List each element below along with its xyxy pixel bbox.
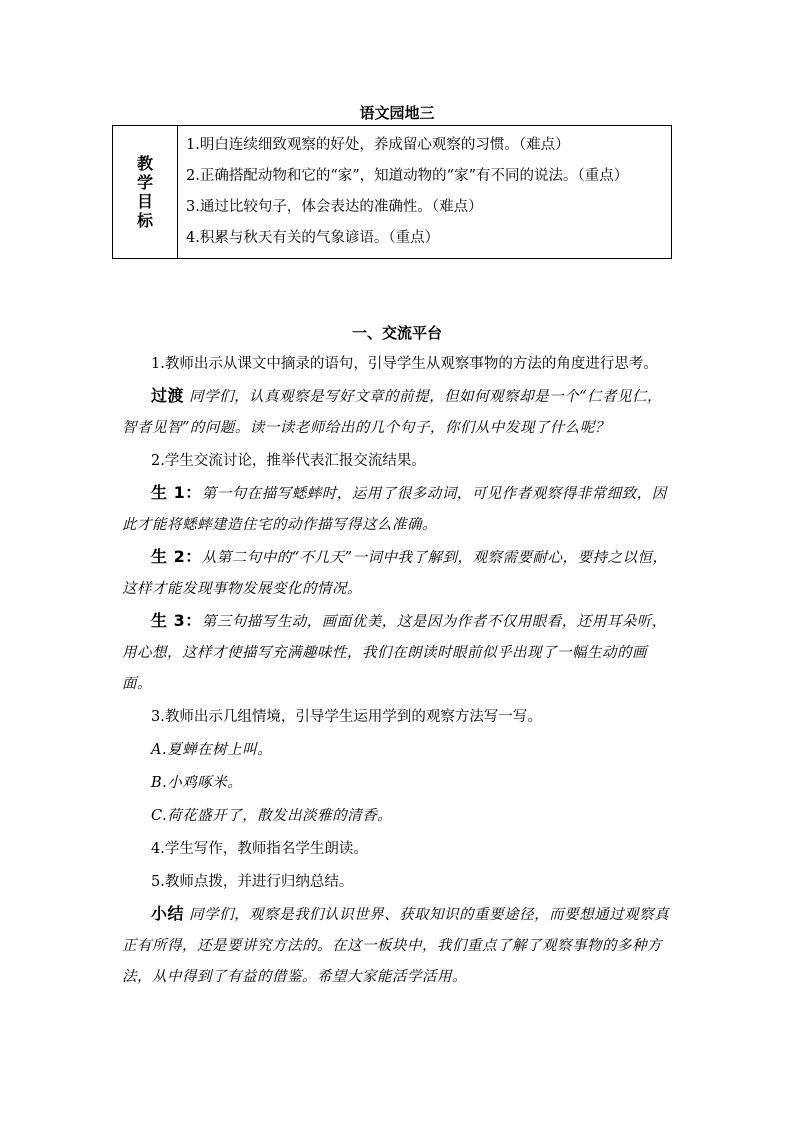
paragraph-text: A.夏蝉在树上叫。 (151, 742, 273, 758)
paragraph (122, 766, 674, 799)
header-char: 教 (136, 154, 153, 173)
paragraph (122, 477, 674, 541)
paragraph-text: 同学们，认真观察是写好文章的前提，但如何观察却是一个“仁者见仁，智者见智”的问题。读一读老师给出的几个句子，你们从中发现了什么呢？ (122, 389, 663, 436)
paragraph-lead: 生 2： (151, 547, 202, 566)
paragraph-lead: 小结 (151, 904, 185, 923)
paragraph-text: C.荷花盛开了，散发出淡雅的清香。 (151, 808, 393, 824)
paragraph (122, 898, 674, 993)
paragraph-text: 第三句描写生动，画面优美，这是因为作者不仅用眼看，还用耳朵听，用心想，这样才使描写充满趣味性，我们在朗读时眼前似乎出现了一幅生动的画面。 (122, 614, 667, 692)
body-text (122, 347, 674, 993)
section-heading: 一、交流平台 (351, 324, 442, 342)
paragraph-text: 4.学生写作，教师指名学生朗读。 (151, 841, 368, 857)
paragraph (122, 733, 674, 766)
paragraph-text: 3.教师出示几组情境，引导学生运用学到的观察方法写一写。 (151, 709, 542, 725)
paragraph (122, 380, 674, 444)
teaching-goals-list (178, 126, 672, 259)
paragraph (122, 444, 674, 477)
paragraph (122, 700, 674, 733)
paragraph-text: 2.学生交流讨论，推举代表汇报交流结果。 (151, 453, 426, 469)
paragraph-text: 5.教师点拨，并进行归纳总结。 (151, 874, 354, 890)
paragraph-text: B.小鸡啄米。 (151, 775, 243, 791)
paragraph-lead: 过渡 (151, 386, 185, 405)
paragraph (122, 541, 674, 605)
paragraph-text: 从第二句中的“不几天”一词中我了解到，观察需要耐心，要持之以恒，这样才能发现事物发展变化的情况。 (122, 550, 668, 597)
paragraph (122, 347, 674, 380)
teaching-goals-header (113, 126, 178, 259)
paragraph-text: 同学们，观察是我们认识世界、获取知识的重要途径，而要想通过观察真正有所得，还是要讲究方法的。在这一板块中，我们重点了解了观察事物的多种方法，从中得到了有益的借鉴。希望大家能活学活用。 (122, 907, 670, 985)
header-char: 标 (136, 211, 153, 230)
paragraph-lead: 生 3： (151, 611, 202, 630)
goal-item: 1.明白连续细致观察的好处，养成留心观察的习惯。（难点） (186, 137, 570, 153)
paragraph (122, 865, 674, 898)
paragraph (122, 832, 674, 865)
document-title: 语文园地三 (359, 104, 435, 122)
goal-item: 3.通过比较句子，体会表达的准确性。（难点） (186, 199, 483, 215)
goal-item: 2.正确搭配动物和它的“家”，知道动物的“家”有不同的说法。（重点） (186, 168, 629, 184)
teaching-goals-table (112, 125, 672, 259)
paragraph (122, 605, 674, 700)
paragraph (122, 799, 674, 832)
header-char: 学 (136, 173, 153, 192)
paragraph-text: 1.教师出示从课文中摘录的语句，引导学生从观察事物的方法的角度进行思考。 (151, 356, 658, 372)
header-char: 目 (136, 192, 153, 211)
paragraph-lead: 生 1： (151, 483, 202, 502)
paragraph-text: 第一句在描写蟋蟀时，运用了很多动词，可见作者观察得非常细致，因此才能将蟋蟀建造住宅的动作描写得这么准确。 (122, 486, 667, 533)
goal-item: 4.积累与秋天有关的气象谚语。（重点） (186, 230, 440, 246)
